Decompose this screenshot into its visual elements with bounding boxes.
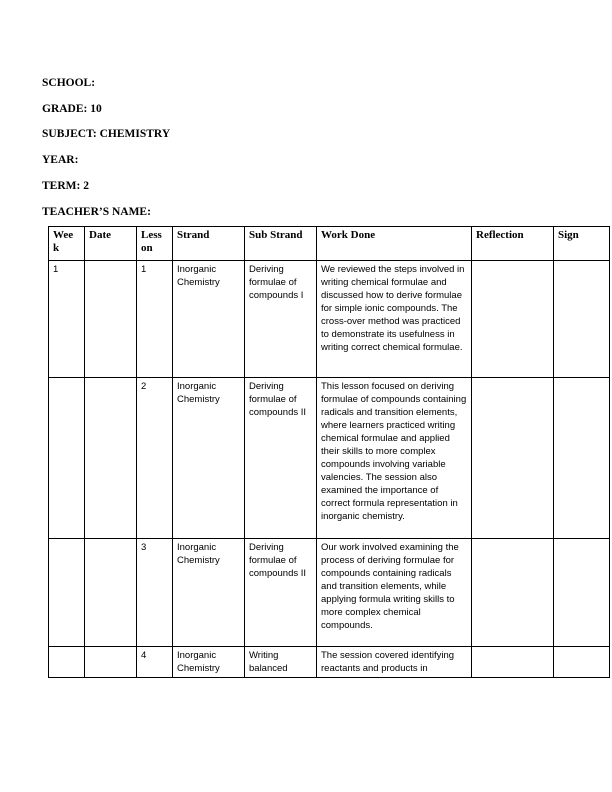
lesson-cell: 3 <box>137 539 173 647</box>
column-header-sign: Sign <box>554 227 610 261</box>
work-done-cell: The session covered identifying reactants and products in <box>317 647 472 678</box>
sign-cell <box>554 378 610 539</box>
strand-cell: Inorganic Chemistry <box>173 647 245 678</box>
sign-cell <box>554 261 610 378</box>
subject-label: SUBJECT: CHEMISTRY <box>42 128 171 140</box>
table-header-row <box>49 227 610 261</box>
column-header-reflection: Reflection <box>472 227 554 261</box>
lesson-cell: 1 <box>137 261 173 378</box>
sign-cell <box>554 539 610 647</box>
year-label: YEAR: <box>42 154 79 166</box>
week-cell: 1 <box>49 261 85 378</box>
sub-strand-cell: Writing balanced <box>245 647 317 678</box>
sub-strand-cell: Deriving formulae of compounds I <box>245 261 317 378</box>
table-row <box>49 539 610 647</box>
lesson-cell: 2 <box>137 378 173 539</box>
work-done-cell: This lesson focused on deriving formulae of compounds containing radicals and transition elements, where learners practiced writing chemical formulae and applied their skills to more complex compounds involving variable valencies. The session also examined the importance of correct formula representation in inorganic chemistry. <box>317 378 472 539</box>
sub-strand-cell: Deriving formulae of compounds II <box>245 539 317 647</box>
work-done-cell: Our work involved examining the process of deriving formulae for compounds containing radicals and transition elements, while applying formula writing skills to more complex chemical compounds. <box>317 539 472 647</box>
week-cell <box>49 378 85 539</box>
reflection-cell <box>472 261 554 378</box>
column-header-sub-strand: Sub Strand <box>245 227 317 261</box>
date-cell <box>85 378 137 539</box>
column-header-date: Date <box>85 227 137 261</box>
week-cell <box>49 539 85 647</box>
date-cell <box>85 261 137 378</box>
lesson-cell: 4 <box>137 647 173 678</box>
strand-cell: Inorganic Chemistry <box>173 539 245 647</box>
grade-label: GRADE: 10 <box>42 103 102 115</box>
reflection-cell <box>472 378 554 539</box>
date-cell <box>85 647 137 678</box>
strand-cell: Inorganic Chemistry <box>173 261 245 378</box>
sub-strand-cell: Deriving formulae of compounds II <box>245 378 317 539</box>
reflection-cell <box>472 647 554 678</box>
term-label: TERM: 2 <box>42 180 89 192</box>
school-label: SCHOOL: <box>42 77 96 89</box>
table-row <box>49 647 610 678</box>
week-cell <box>49 647 85 678</box>
reflection-cell <box>472 539 554 647</box>
date-cell <box>85 539 137 647</box>
teacher-name-label: TEACHER’S NAME: <box>42 206 151 218</box>
sign-cell <box>554 647 610 678</box>
column-header-week: Wee k <box>49 227 85 261</box>
table-row <box>49 261 610 378</box>
lesson-record-table <box>48 226 610 678</box>
strand-cell: Inorganic Chemistry <box>173 378 245 539</box>
column-header-lesson: Less on <box>137 227 173 261</box>
table-row <box>49 378 610 539</box>
column-header-work-done: Work Done <box>317 227 472 261</box>
column-header-strand: Strand <box>173 227 245 261</box>
work-done-cell: We reviewed the steps involved in writing chemical formulae and discussed how to derive formulae for simple ionic compounds. The cross-over method was practiced to demonstrate its usefulness in writing correct chemical formulae. <box>317 261 472 378</box>
